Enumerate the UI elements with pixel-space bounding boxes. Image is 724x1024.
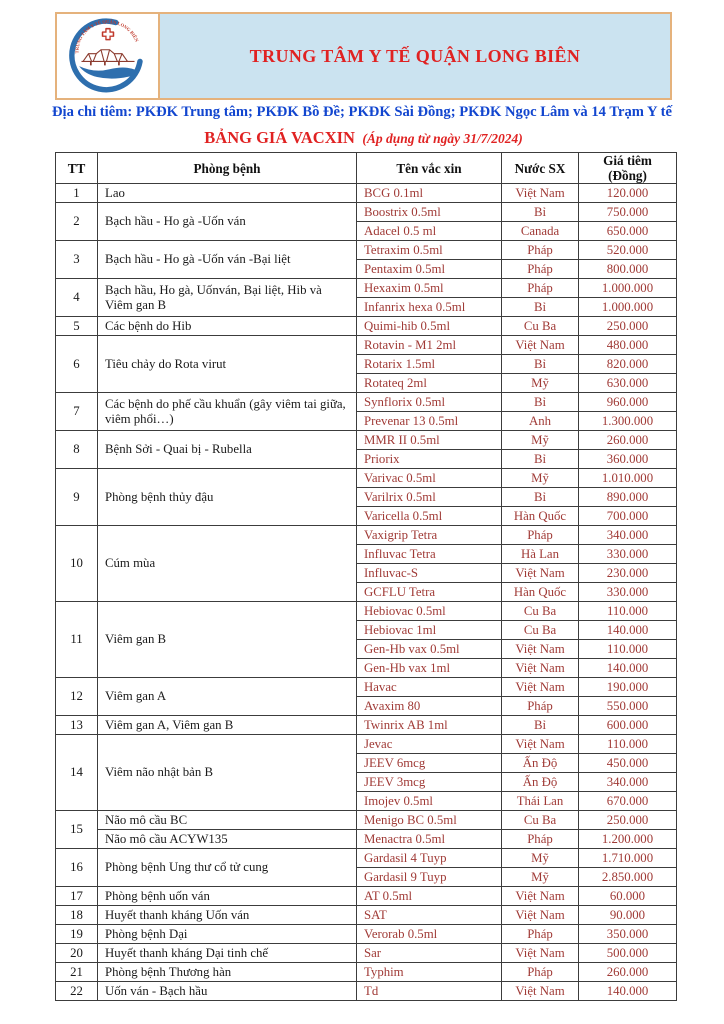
country-cell: Thái Lan	[502, 792, 579, 811]
price-cell: 110.000	[579, 602, 677, 621]
disease-cell: Các bệnh do Hib	[98, 317, 357, 336]
price-cell: 890.000	[579, 488, 677, 507]
price-cell: 480.000	[579, 336, 677, 355]
price-cell: 340.000	[579, 773, 677, 792]
table-row	[56, 184, 677, 203]
tt-cell: 18	[56, 906, 98, 925]
page-title-line	[55, 128, 672, 148]
vaccine-cell: Hexaxim 0.5ml	[357, 279, 502, 298]
vaccine-cell: SAT	[357, 906, 502, 925]
vaccine-cell: Td	[357, 982, 502, 1001]
page-title-note: (Áp dụng từ ngày 31/7/2024)	[362, 131, 523, 146]
disease-cell: Uốn ván - Bạch hầu	[98, 982, 357, 1001]
table-row	[56, 982, 677, 1001]
tt-cell: 17	[56, 887, 98, 906]
price-cell: 800.000	[579, 260, 677, 279]
tt-cell: 3	[56, 241, 98, 279]
price-cell: 260.000	[579, 963, 677, 982]
vaccine-cell: Typhim	[357, 963, 502, 982]
price-cell: 230.000	[579, 564, 677, 583]
country-cell: Việt Nam	[502, 982, 579, 1001]
table-row	[56, 963, 677, 982]
vaccine-cell: Tetraxim 0.5ml	[357, 241, 502, 260]
vaccine-cell: GCFLU Tetra	[357, 583, 502, 602]
country-cell: Bỉ	[502, 488, 579, 507]
price-cell: 1.000.000	[579, 279, 677, 298]
vaccine-cell: Influvac Tetra	[357, 545, 502, 564]
price-cell: 350.000	[579, 925, 677, 944]
country-cell: Bỉ	[502, 355, 579, 374]
org-title: TRUNG TÂM Y TẾ QUẬN LONG BIÊN	[249, 45, 581, 66]
disease-cell: Huyết thanh kháng Dại tinh chế	[98, 944, 357, 963]
country-cell: Pháp	[502, 241, 579, 260]
disease-cell: Phòng bệnh thủy đậu	[98, 469, 357, 526]
disease-cell: Lao	[98, 184, 357, 203]
column-header: Nước SX	[502, 153, 579, 184]
table-row	[56, 431, 677, 450]
price-cell: 110.000	[579, 735, 677, 754]
price-cell: 330.000	[579, 583, 677, 602]
price-cell: 250.000	[579, 811, 677, 830]
price-cell: 1.010.000	[579, 469, 677, 488]
tt-cell: 11	[56, 602, 98, 678]
price-cell: 120.000	[579, 184, 677, 203]
vaccine-cell: Influvac-S	[357, 564, 502, 583]
country-cell: Việt Nam	[502, 887, 579, 906]
country-cell: Việt Nam	[502, 640, 579, 659]
country-cell: Pháp	[502, 963, 579, 982]
vaccine-cell: Havac	[357, 678, 502, 697]
table-row	[56, 811, 677, 830]
table-row	[56, 925, 677, 944]
column-header: TT	[56, 153, 98, 184]
price-cell: 550.000	[579, 697, 677, 716]
vaccine-cell: Varivac 0.5ml	[357, 469, 502, 488]
price-cell: 1.300.000	[579, 412, 677, 431]
logo-box	[57, 14, 160, 98]
table-row	[56, 716, 677, 735]
vaccine-cell: Prevenar 13 0.5ml	[357, 412, 502, 431]
table-row	[56, 393, 677, 412]
vaccine-cell: Menigo BC 0.5ml	[357, 811, 502, 830]
country-cell: Pháp	[502, 830, 579, 849]
vaccine-cell: Varilrix 0.5ml	[357, 488, 502, 507]
tt-cell: 4	[56, 279, 98, 317]
price-cell: 260.000	[579, 431, 677, 450]
price-cell: 450.000	[579, 754, 677, 773]
vaccine-cell: Menactra 0.5ml	[357, 830, 502, 849]
tt-cell: 15	[56, 811, 98, 849]
country-cell: Việt Nam	[502, 944, 579, 963]
column-header: Giá tiêm (Đồng)	[579, 153, 677, 184]
tt-cell: 14	[56, 735, 98, 811]
disease-cell: Bạch hầu - Ho gà -Uốn ván	[98, 203, 357, 241]
tt-cell: 7	[56, 393, 98, 431]
price-cell: 110.000	[579, 640, 677, 659]
tt-cell: 16	[56, 849, 98, 887]
disease-cell: Não mô cầu BC	[98, 811, 357, 830]
disease-cell: Bệnh Sởi - Quai bị - Rubella	[98, 431, 357, 469]
country-cell: Việt Nam	[502, 659, 579, 678]
tt-cell: 22	[56, 982, 98, 1001]
country-cell: Bỉ	[502, 298, 579, 317]
country-cell: Việt Nam	[502, 564, 579, 583]
tt-cell: 12	[56, 678, 98, 716]
country-cell: Việt Nam	[502, 906, 579, 925]
vaccine-cell: Rotateq 2ml	[357, 374, 502, 393]
country-cell: Pháp	[502, 697, 579, 716]
vaccine-cell: Gen-Hb vax 1ml	[357, 659, 502, 678]
tt-cell: 20	[56, 944, 98, 963]
country-cell: Cu Ba	[502, 621, 579, 640]
vaccine-cell: MMR II 0.5ml	[357, 431, 502, 450]
tt-cell: 1	[56, 184, 98, 203]
disease-cell: Phòng bệnh Ung thư cổ tử cung	[98, 849, 357, 887]
vaccine-cell: Rotarix 1.5ml	[357, 355, 502, 374]
table-row	[56, 526, 677, 545]
page-title: BẢNG GIÁ VACXIN	[204, 128, 355, 147]
price-cell: 60.000	[579, 887, 677, 906]
country-cell: Pháp	[502, 279, 579, 298]
country-cell: Hà Lan	[502, 545, 579, 564]
disease-cell: Phòng bệnh Thương hàn	[98, 963, 357, 982]
table-row	[56, 317, 677, 336]
price-cell: 190.000	[579, 678, 677, 697]
price-cell: 1.200.000	[579, 830, 677, 849]
price-cell: 820.000	[579, 355, 677, 374]
country-cell: Cu Ba	[502, 602, 579, 621]
country-cell: Mỹ	[502, 374, 579, 393]
tt-cell: 9	[56, 469, 98, 526]
price-cell: 750.000	[579, 203, 677, 222]
table-row	[56, 678, 677, 697]
price-cell: 250.000	[579, 317, 677, 336]
header-banner	[55, 12, 672, 100]
vaccine-cell: Priorix	[357, 450, 502, 469]
vaccine-cell: Gardasil 4 Tuyp	[357, 849, 502, 868]
price-cell: 1.710.000	[579, 849, 677, 868]
country-cell: Pháp	[502, 260, 579, 279]
country-cell: Mỹ	[502, 868, 579, 887]
vaccine-cell: Jevac	[357, 735, 502, 754]
vaccine-cell: Hebiovac 1ml	[357, 621, 502, 640]
address-line: Địa chỉ tiêm: PKĐK Trung tâm; PKĐK Bồ Đề; PKĐK Sài Đồng; PKĐK Ngọc Lâm và 14 Trạm Y tế	[51, 104, 673, 120]
country-cell: Hàn Quốc	[502, 583, 579, 602]
vaccine-cell: Vaxigrip Tetra	[357, 526, 502, 545]
country-cell: Cu Ba	[502, 811, 579, 830]
price-cell: 340.000	[579, 526, 677, 545]
country-cell: Bỉ	[502, 450, 579, 469]
price-cell: 140.000	[579, 982, 677, 1001]
disease-cell: Các bệnh do phế cầu khuẩn (gây viêm tai giữa, viêm phổi…)	[98, 393, 357, 431]
disease-cell: Phòng bệnh Dại	[98, 925, 357, 944]
country-cell: Mỹ	[502, 431, 579, 450]
vaccine-cell: AT 0.5ml	[357, 887, 502, 906]
vaccine-cell: Avaxim 80	[357, 697, 502, 716]
table-row	[56, 469, 677, 488]
country-cell: Canada	[502, 222, 579, 241]
vaccine-cell: Adacel 0.5 ml	[357, 222, 502, 241]
vaccine-cell: Pentaxim 0.5ml	[357, 260, 502, 279]
country-cell: Cu Ba	[502, 317, 579, 336]
price-cell: 500.000	[579, 944, 677, 963]
country-cell: Việt Nam	[502, 184, 579, 203]
disease-cell: Viêm não nhật bản B	[98, 735, 357, 811]
table-row	[56, 906, 677, 925]
price-cell: 670.000	[579, 792, 677, 811]
table-header-row	[56, 153, 677, 184]
price-cell: 360.000	[579, 450, 677, 469]
price-cell: 600.000	[579, 716, 677, 735]
disease-cell: Viêm gan B	[98, 602, 357, 678]
table-row	[56, 241, 677, 260]
price-cell: 1.000.000	[579, 298, 677, 317]
price-cell: 630.000	[579, 374, 677, 393]
price-cell: 960.000	[579, 393, 677, 412]
vaccine-cell: Gardasil 9 Tuyp	[357, 868, 502, 887]
health-center-logo	[69, 17, 147, 95]
vaccine-cell: Infanrix hexa 0.5ml	[357, 298, 502, 317]
org-title-band	[160, 14, 670, 98]
country-cell: Bỉ	[502, 203, 579, 222]
country-cell: Bỉ	[502, 716, 579, 735]
country-cell: Hàn Quốc	[502, 507, 579, 526]
table-row	[56, 830, 677, 849]
vaccine-cell: Boostrix 0.5ml	[357, 203, 502, 222]
country-cell: Anh	[502, 412, 579, 431]
price-cell: 90.000	[579, 906, 677, 925]
vaccine-cell: Twinrix AB 1ml	[357, 716, 502, 735]
disease-cell: Huyết thanh kháng Uốn ván	[98, 906, 357, 925]
price-cell: 2.850.000	[579, 868, 677, 887]
price-cell: 330.000	[579, 545, 677, 564]
disease-cell: Não mô cầu ACYW135	[98, 830, 357, 849]
country-cell: Mỹ	[502, 469, 579, 488]
disease-cell: Viêm gan A	[98, 678, 357, 716]
country-cell: Pháp	[502, 526, 579, 545]
vaccine-price-table	[55, 152, 677, 1001]
disease-cell: Tiêu chảy do Rota virut	[98, 336, 357, 393]
country-cell: Pháp	[502, 925, 579, 944]
country-cell: Việt Nam	[502, 735, 579, 754]
table-row	[56, 944, 677, 963]
price-cell: 140.000	[579, 659, 677, 678]
tt-cell: 19	[56, 925, 98, 944]
price-cell: 700.000	[579, 507, 677, 526]
vaccine-cell: BCG 0.1ml	[357, 184, 502, 203]
tt-cell: 8	[56, 431, 98, 469]
disease-cell: Viêm gan A, Viêm gan B	[98, 716, 357, 735]
disease-cell: Cúm mùa	[98, 526, 357, 602]
price-cell: 520.000	[579, 241, 677, 260]
table-row	[56, 336, 677, 355]
tt-cell: 10	[56, 526, 98, 602]
price-cell: 650.000	[579, 222, 677, 241]
tt-cell: 6	[56, 336, 98, 393]
country-cell: Ấn Độ	[502, 754, 579, 773]
table-row	[56, 279, 677, 298]
vaccine-cell: Verorab 0.5ml	[357, 925, 502, 944]
table-row	[56, 602, 677, 621]
column-header: Tên vắc xin	[357, 153, 502, 184]
tt-cell: 21	[56, 963, 98, 982]
country-cell: Việt Nam	[502, 678, 579, 697]
tt-cell: 13	[56, 716, 98, 735]
vaccine-cell: Gen-Hb vax 0.5ml	[357, 640, 502, 659]
disease-cell: Bạch hầu - Ho gà -Uốn ván -Bại liệt	[98, 241, 357, 279]
vaccine-cell: JEEV 6mcg	[357, 754, 502, 773]
vaccine-cell: JEEV 3mcg	[357, 773, 502, 792]
table-row	[56, 887, 677, 906]
vaccine-cell: Quimi-hib 0.5ml	[357, 317, 502, 336]
column-header: Phòng bệnh	[98, 153, 357, 184]
table-row	[56, 203, 677, 222]
disease-cell: Bạch hầu, Ho gà, Uốnván, Bại liệt, Hib và Viêm gan B	[98, 279, 357, 317]
vaccine-cell: Hebiovac 0.5ml	[357, 602, 502, 621]
vaccine-cell: Synflorix 0.5ml	[357, 393, 502, 412]
vaccine-cell: Rotavin - M1 2ml	[357, 336, 502, 355]
table-body	[56, 184, 677, 1001]
svg-text:TRUNG TÂM Y TẾ QUẬN LONG BIÊN: TRUNG TÂM Y TẾ QUẬN LONG BIÊN	[74, 20, 138, 54]
country-cell: Bỉ	[502, 393, 579, 412]
country-cell: Ấn Độ	[502, 773, 579, 792]
country-cell: Việt Nam	[502, 336, 579, 355]
country-cell: Mỹ	[502, 849, 579, 868]
price-cell: 140.000	[579, 621, 677, 640]
table-row	[56, 849, 677, 868]
vaccine-cell: Imojev 0.5ml	[357, 792, 502, 811]
vaccine-cell: Varicella 0.5ml	[357, 507, 502, 526]
table-row	[56, 735, 677, 754]
disease-cell: Phòng bệnh uốn ván	[98, 887, 357, 906]
tt-cell: 2	[56, 203, 98, 241]
vaccine-cell: Sar	[357, 944, 502, 963]
tt-cell: 5	[56, 317, 98, 336]
